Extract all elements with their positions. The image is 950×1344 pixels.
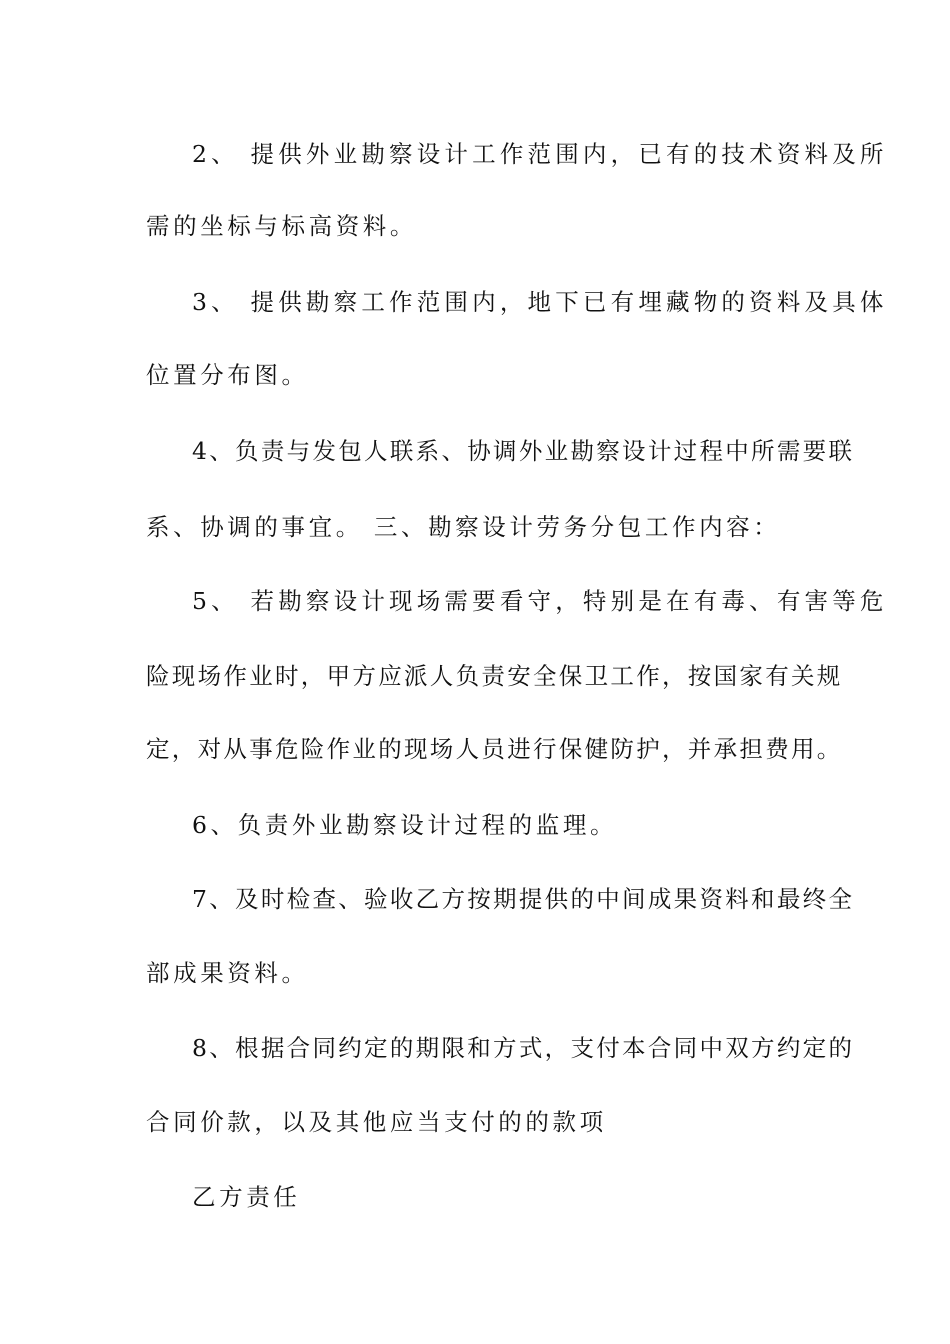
paragraph-line: 5、 若勘察设计现场需要看守，特别是在有毒、有害等危 [192, 587, 888, 615]
paragraph-line: 险现场作业时，甲方应派人负责安全保卫工作，按国家有关规 [146, 662, 843, 690]
paragraph-line: 部成果资料。 [146, 959, 309, 987]
paragraph-line: 3、 提供勘察工作范围内，地下已有埋藏物的资料及具体 [192, 288, 888, 316]
paragraph-line: 合同价款，以及其他应当支付的的款项 [146, 1108, 607, 1136]
section-heading: 乙方责任 [192, 1183, 301, 1211]
paragraph-line: 需的坐标与标高资料。 [146, 212, 417, 240]
paragraph-line: 定，对从事危险作业的现场人员进行保健防护，并承担费用。 [146, 735, 843, 763]
paragraph-line: 6、负责外业勘察设计过程的监理。 [192, 811, 618, 839]
paragraph-line: 7、及时检查、验收乙方按期提供的中间成果资料和最终全 [192, 885, 855, 913]
paragraph-line: 4、负责与发包人联系、协调外业勘察设计过程中所需要联 [192, 437, 855, 465]
paragraph-line: 2、 提供外业勘察设计工作范围内，已有的技术资料及所 [192, 140, 888, 168]
paragraph-line: 8、根据合同约定的期限和方式，支付本合同中双方约定的 [192, 1034, 855, 1062]
paragraph-line: 位置分布图。 [146, 361, 309, 389]
paragraph-line: 系、协调的事宜。 三、勘察设计劳务分包工作内容： [146, 513, 781, 541]
